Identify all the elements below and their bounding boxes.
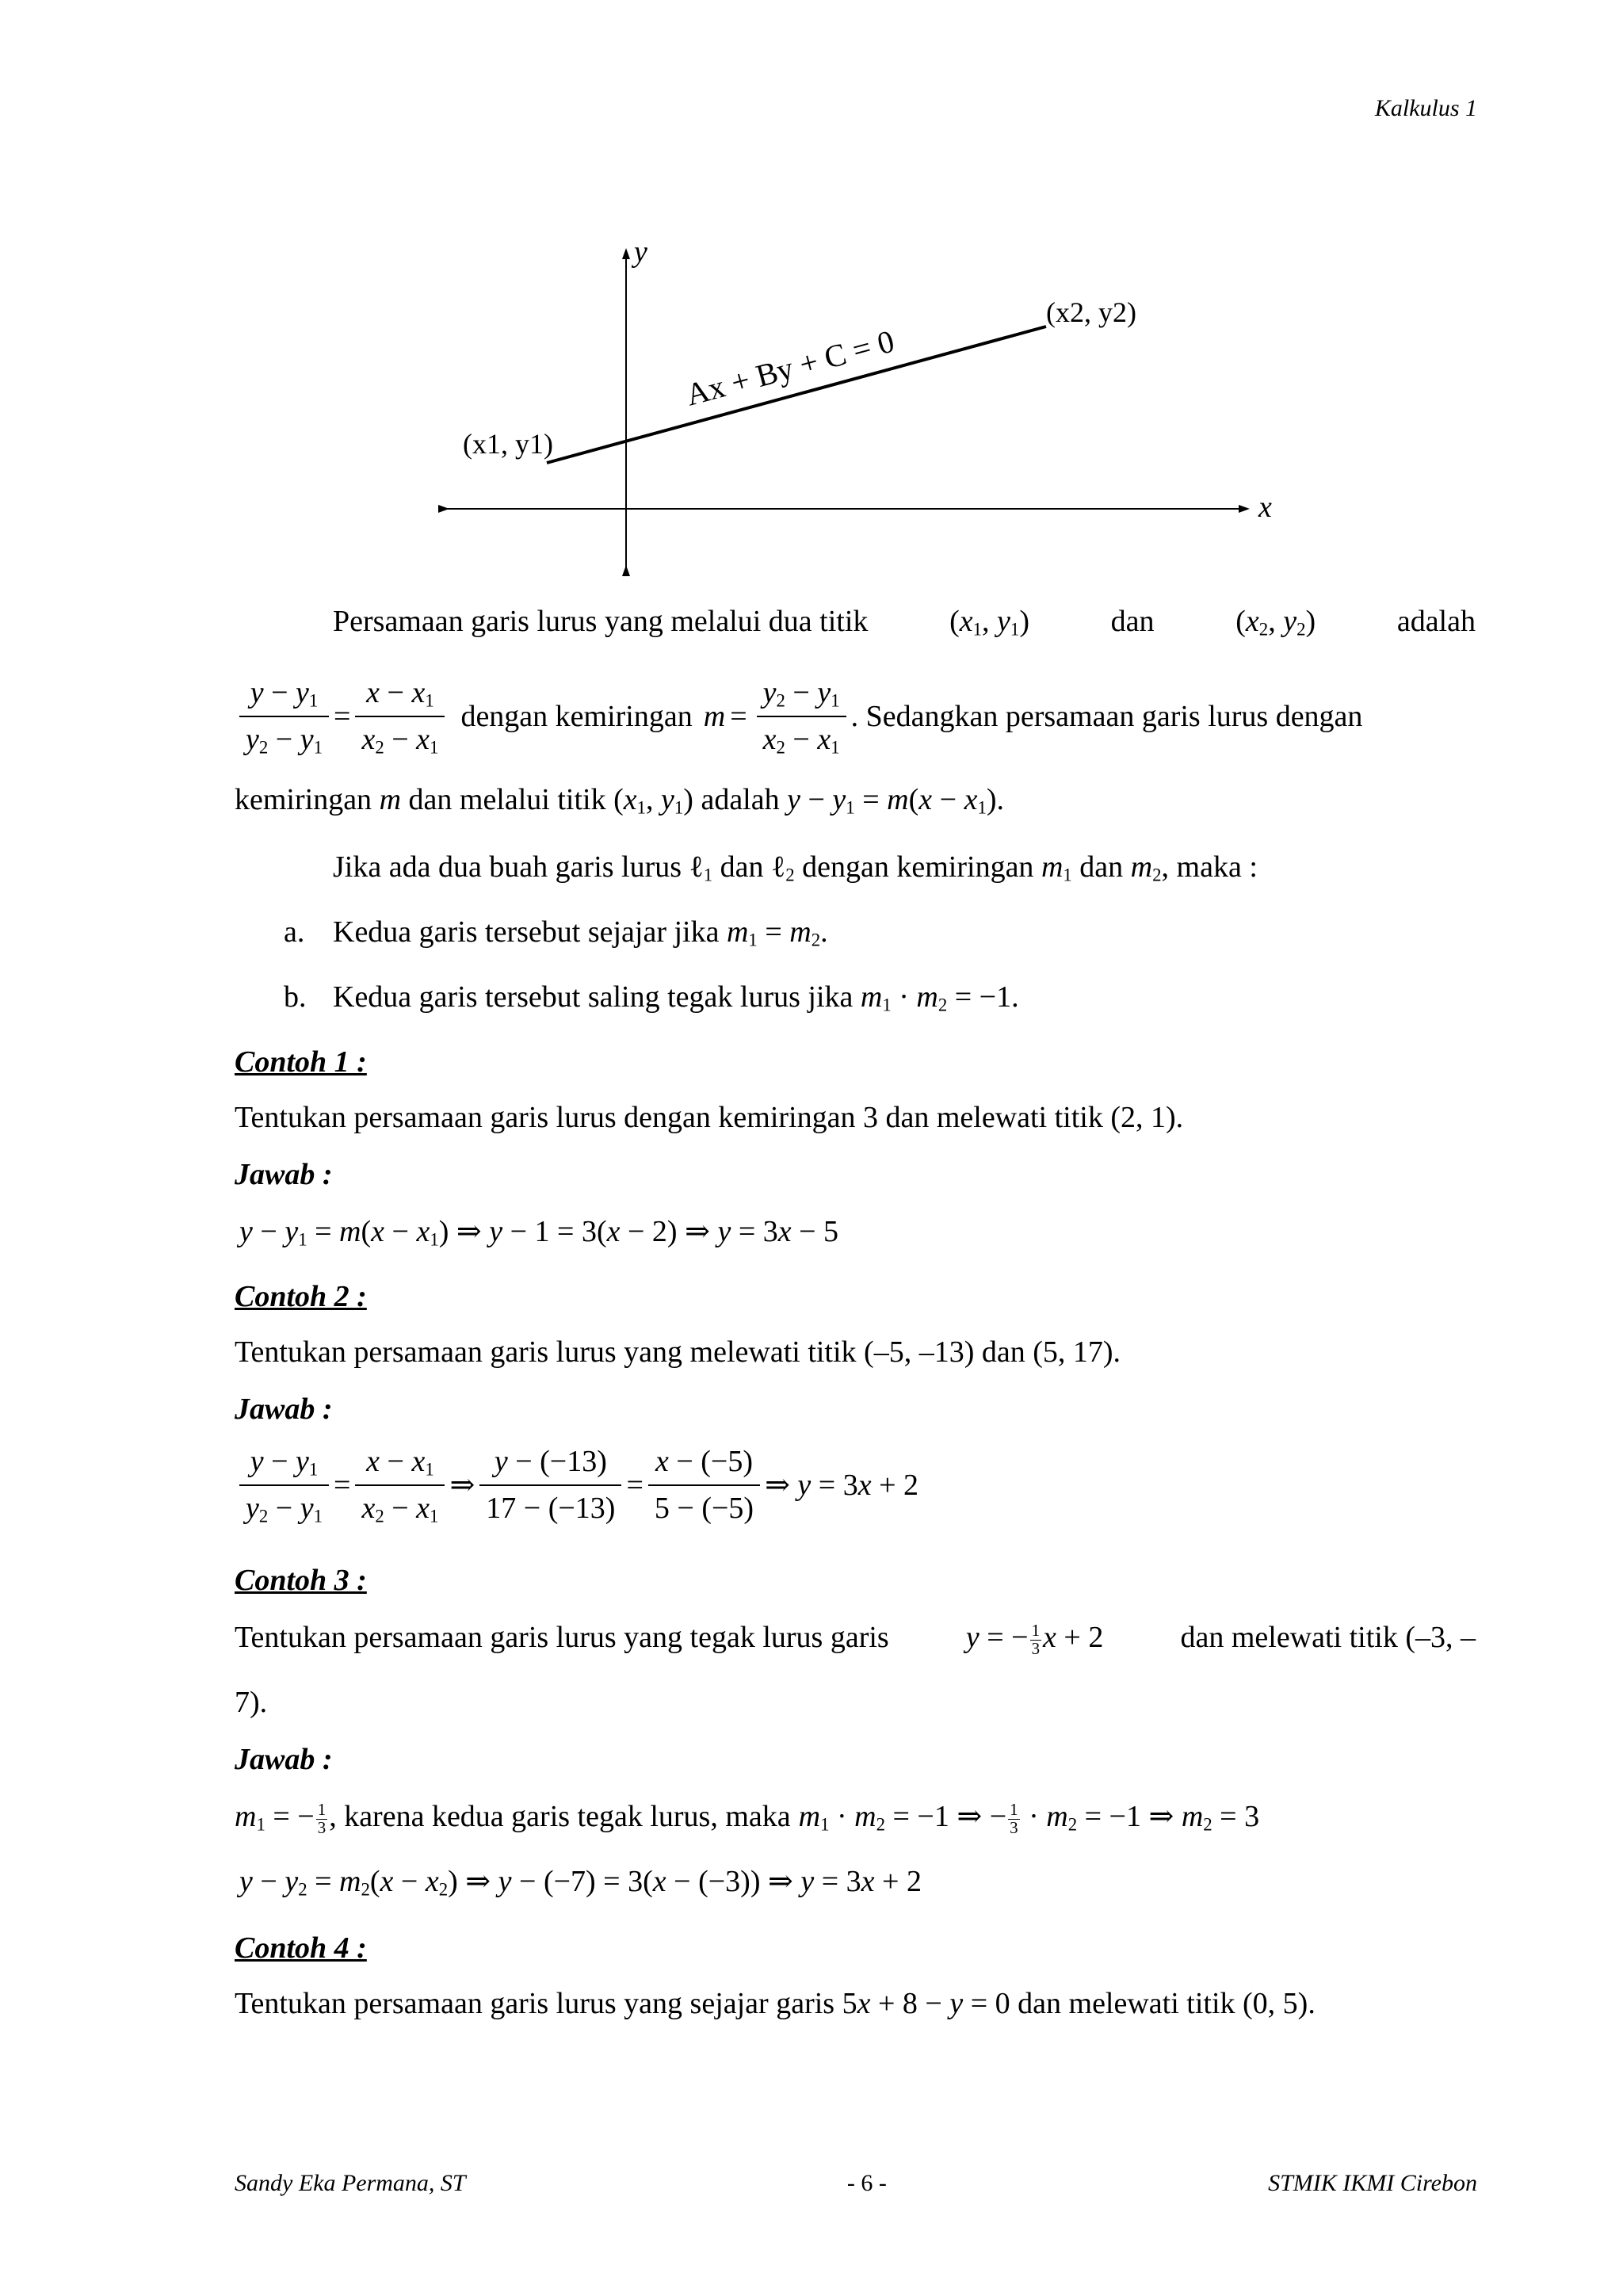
- footer-institution: STMIK IKMI Cirebon: [1268, 2170, 1477, 2196]
- example-3-answer-label: Jawab :: [235, 1743, 333, 1776]
- example-1-heading: Contoh 1 :: [235, 1045, 367, 1079]
- example-4-heading: Contoh 4 :: [235, 1931, 367, 1965]
- example-2-solution: $\frac{y - y_1}{y_2 - y_1}$ = $\frac{x - x_1}{x_2 - x_1}$ ⇒ $\frac{y - (-13)}{17 - (-13)}$ = $\frac{x - (-5)}{5 - (-5)}$ ⇒ y = 3x + 2: [235, 1442, 1476, 1529]
- two-point-formula-right: $\frac{x - x_1}{x_2 - x_1}$: [355, 674, 445, 760]
- example-2-answer-label: Jawab :: [235, 1392, 333, 1426]
- slope-formula: $\frac{y_2 - y_1}{x_2 - x_1}$: [757, 674, 846, 760]
- paragraph-1-line-2: $\frac{y - y_1}{y_2 - y_1}$ = $\frac{x - x_1}{x_2 - x_1}$ dengan kemiringan m = $\frac{y_2 - y_1}{x_2 - x_1}$ . Sedangkan persamaan garis lurus dengan: [235, 674, 1476, 760]
- example-3-solution-line-2: $y - y_2 = m_2(x - x_2)$ ⇒ y − (−7) = 3(x − (−3)) ⇒ y = 3x + 2: [239, 1865, 922, 1900]
- example-2-problem: Tentukan persamaan garis lurus yang melewati titik (–5, –13) dan (5, 17).: [235, 1335, 1121, 1369]
- two-point-formula-left: $\frac{y - y_1}{y_2 - y_1}$: [239, 674, 329, 760]
- paragraph-1-line-1: Persamaan garis lurus yang melalui dua titik ($x_1$, $y_1$) dan ($x_2$, $y_2$) adalah: [235, 602, 1476, 641]
- list-item-a: a. Kedua garis tersebut sejajar jika $m_1 = m_2$.: [284, 915, 828, 950]
- example-1-problem: Tentukan persamaan garis lurus dengan kemiringan 3 dan melewati titik (2, 1).: [235, 1101, 1184, 1134]
- example-3-solution-line-1: $m_1$ = − $\frac{1}{3}$ , karena kedua garis tegak lurus, maka $m_1 \cdot m_2 = -1$ ⇒ − $\frac{1}{3}$ · $m_2 = -1$ ⇒ $m_2 = 3$: [235, 1799, 1260, 1837]
- line-equation-label: Ax + By + C = 0: [682, 323, 899, 413]
- example-1-solution: $y - y_1 = m(x - x_1)$ ⇒ y − 1 = 3(x − 2) ⇒ y = 3x − 5: [239, 1215, 839, 1250]
- point2-label: (x2, y2): [1046, 296, 1136, 328]
- x-axis-label: x: [1258, 491, 1272, 524]
- example-1-answer-label: Jawab :: [235, 1158, 333, 1191]
- paragraph-2: Jika ada dua buah garis lurus ℓ$_1$ dan ℓ$_2$ dengan kemiringan $m_1$ dan $m_2$, maka :: [333, 850, 1258, 885]
- example-3-problem-line-2: 7).: [235, 1686, 268, 1719]
- point-slope-formula: $y - y_1 = m(x - x_1)$.: [787, 783, 1004, 818]
- paragraph-1-line-3: kemiringan m dan melalui titik ($x_1$, $y_1$) adalah $y - y_1 = m(x - x_1)$.: [235, 783, 1004, 818]
- example-2-heading: Contoh 2 :: [235, 1280, 367, 1313]
- math-point-2: ($x_2$, $y_2$): [1235, 605, 1316, 640]
- running-header: Kalkulus 1: [1374, 95, 1477, 121]
- page-footer: [235, 2170, 1477, 2197]
- footer-author: Sandy Eka Permana, ST: [235, 2170, 466, 2196]
- example-4-problem: Tentukan persamaan garis lurus yang sejajar garis 5x + 8 − y = 0 dan melewati titik (0, 5).: [235, 1987, 1316, 2020]
- math-point-1: ($x_1$, $y_1$): [949, 605, 1029, 640]
- page-number: - 6 -: [846, 2170, 887, 2196]
- example-3-problem-line-1: Tentukan persamaan garis lurus yang tegak lurus garis y = − $\frac{1}{3}$ x + 2 dan melewati titik (–3, –: [235, 1620, 1476, 1658]
- y-axis-label: y: [634, 238, 647, 269]
- point1-label: (x1, y1): [463, 428, 553, 460]
- list-item-b: b. Kedua garis tersebut saling tegak lurus jika $m_1 \cdot m_2 = -1$.: [284, 980, 1019, 1015]
- example-3-heading: Contoh 3 :: [235, 1564, 367, 1597]
- body-content: [235, 0, 1476, 2140]
